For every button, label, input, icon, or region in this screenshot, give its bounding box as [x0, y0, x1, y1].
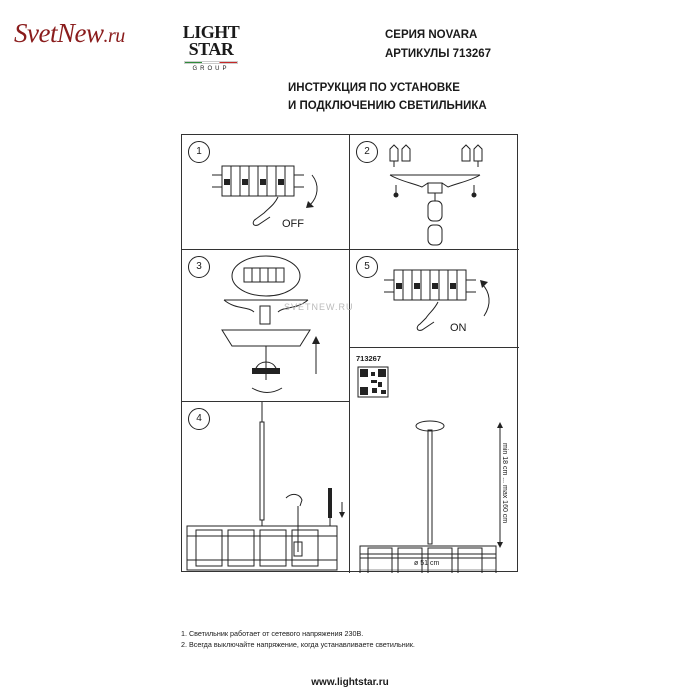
qr-code-icon [358, 367, 388, 397]
installation-notes [181, 629, 415, 650]
lightstar-logo [180, 24, 242, 72]
note-2: 2. Всегда выключайте напряжение, когда устанавливаете светильник. [181, 639, 415, 649]
step-1-panel [182, 135, 350, 250]
italian-flag-stripe [184, 61, 238, 64]
fixture-hanging-illustration [182, 402, 350, 573]
series-name: СЕРИЯ NOVARA [385, 29, 478, 41]
lightstar-logo-line3: GROUP [192, 66, 230, 72]
terminal-block-off-illustration [182, 135, 350, 250]
diameter-label: ø 51 cm [414, 560, 440, 567]
step-3-number: 3 [188, 256, 210, 278]
website-link[interactable]: www.lightstar.ru [311, 677, 389, 688]
svetnew-logo: SvetNew.ru [14, 18, 125, 48]
on-label: ON [450, 322, 467, 334]
off-label: OFF [282, 218, 304, 230]
series-block [385, 26, 491, 64]
step-3-panel [182, 250, 354, 402]
lightstar-logo-line2: STAR [188, 39, 234, 59]
title-line-2: И ПОДКЛЮЧЕНИЮ СВЕТИЛЬНИКА [288, 100, 487, 112]
lightstar-logo-line1: LIGHT [182, 22, 240, 42]
step-1-number: 1 [188, 141, 210, 163]
step-5-number: 5 [356, 256, 378, 278]
step-4-panel [182, 402, 350, 573]
step-2-number: 2 [356, 141, 378, 163]
height-range-label: min 18 cm ... max 160 cm [501, 443, 508, 524]
canopy-assembly-illustration [182, 250, 350, 402]
terminal-block-on-illustration [350, 250, 519, 348]
instruction-title [288, 79, 487, 115]
instruction-sheet [181, 134, 518, 572]
step-5-panel [350, 250, 519, 348]
step-2-panel [350, 135, 519, 250]
ceiling-mount-illustration [350, 135, 519, 250]
fixture-dimension-drawing [350, 348, 519, 573]
watermark-svetnew: SVETNEW.RU [284, 302, 354, 312]
article-number: АРТИКУЛЫ 713267 [385, 48, 492, 60]
step-4-number: 4 [188, 408, 210, 430]
product-dimensions-panel [350, 348, 519, 573]
title-line-1: ИНСТРУКЦИЯ ПО УСТАНОВКЕ [288, 82, 460, 94]
product-code: 713267 [356, 354, 382, 363]
note-1: 1. Светильник работает от сетевого напряжения 230В. [181, 629, 364, 638]
